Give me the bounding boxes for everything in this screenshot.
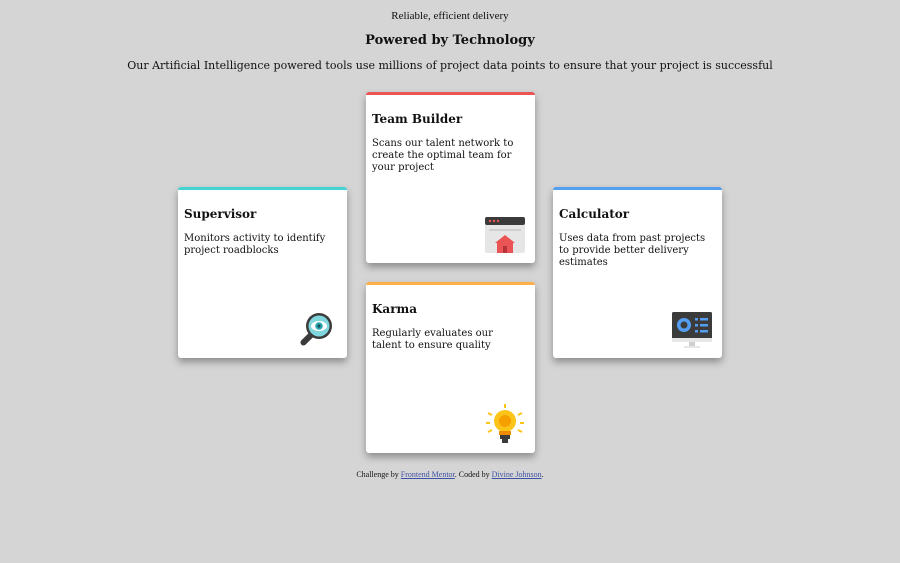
attribution-suffix: . [541, 470, 544, 479]
lightbulb-icon [483, 403, 527, 447]
card-supervisor [178, 187, 347, 358]
card-title: Team Builder [372, 112, 463, 126]
card-description: Uses data from past projects to provide better delivery estimates [559, 233, 706, 268]
card-calculator [553, 187, 722, 358]
attribution [0, 470, 900, 479]
magnifier-eye-icon [295, 308, 339, 352]
card-title: Karma [372, 302, 417, 316]
card-description: Monitors activity to identify project roadblocks [184, 233, 326, 256]
author-link[interactable]: Divine Johnson [491, 470, 542, 479]
frontend-mentor-link[interactable]: Frontend Mentor [400, 470, 455, 479]
card-title: Supervisor [184, 207, 257, 221]
page-subtitle: Our Artificial Intelligence powered tools use millions of project data points to ensure that your project is successful [127, 59, 773, 72]
card-karma [366, 282, 535, 453]
card-team-builder [366, 92, 535, 263]
browser-house-icon [483, 213, 527, 257]
monitor-chart-icon [670, 308, 714, 352]
attribution-middle: . Coded by [454, 470, 492, 479]
card-description: Scans our talent network to create the optimal team for your project [372, 138, 514, 173]
card-title: Calculator [559, 207, 630, 221]
page-title: Powered by Technology [365, 33, 535, 48]
eyebrow-text: Reliable, efficient delivery [391, 10, 509, 22]
card-description: Regularly evaluates our talent to ensure quality [372, 328, 493, 351]
attribution-prefix: Challenge by [356, 470, 401, 479]
